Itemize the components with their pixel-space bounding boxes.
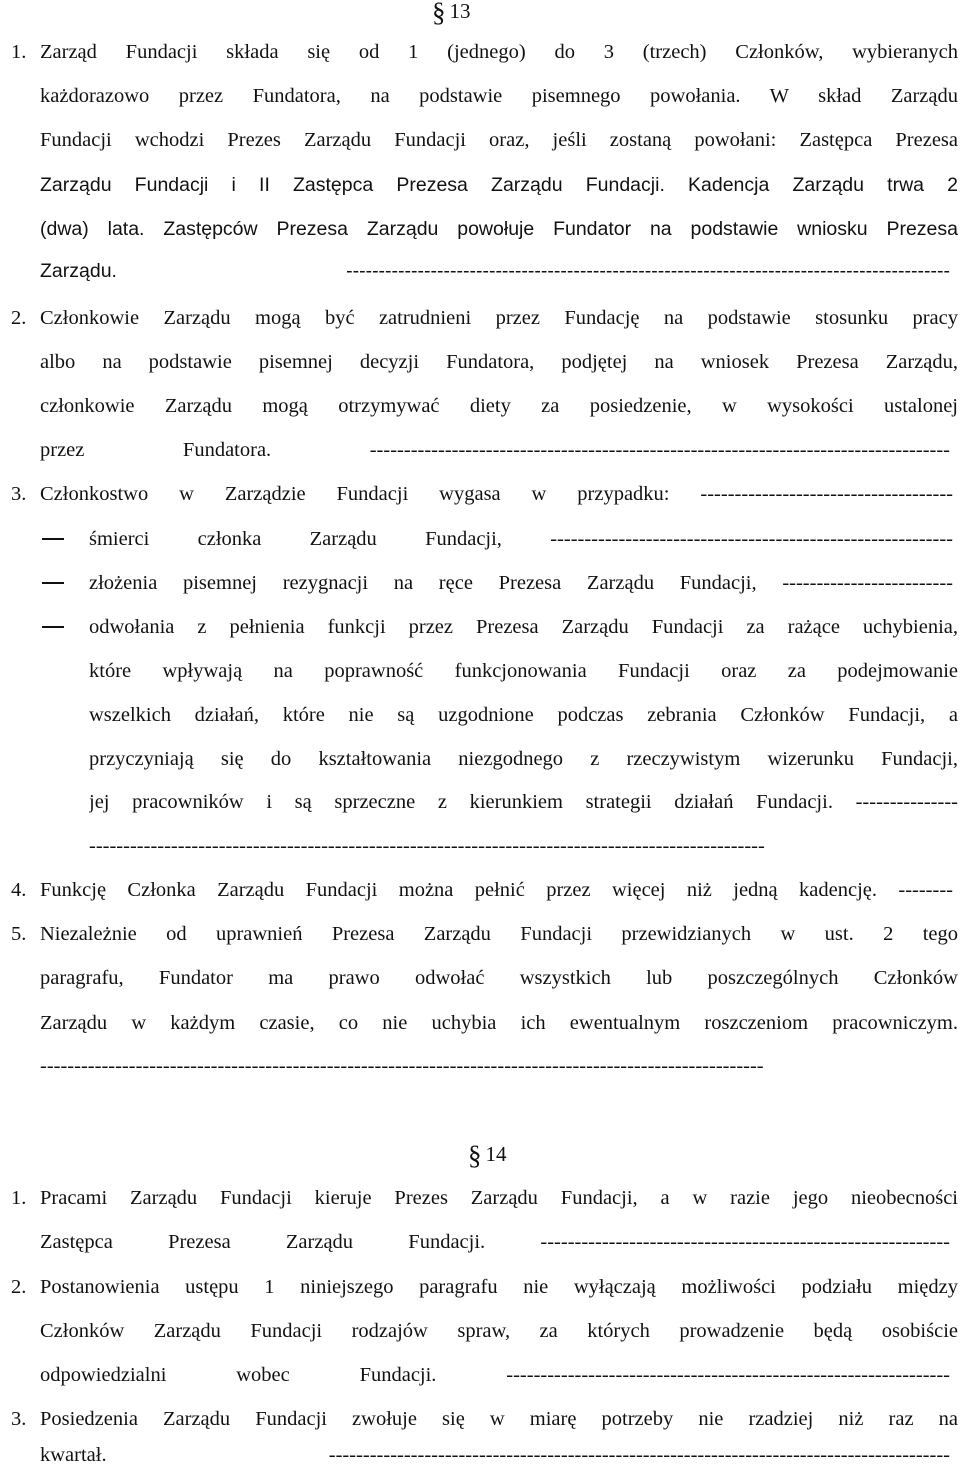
paragraph-line xyxy=(0,826,960,866)
paragraph-line xyxy=(0,32,960,72)
item-number: 1. xyxy=(11,41,27,63)
paragraph-line xyxy=(0,165,960,205)
line-text: Pracami Zarządu Fundacji kieruje Prezes Zarządu Fundacji, a w razie jego nieobecności xyxy=(40,1187,958,1209)
line-text: Członkostwo w Zarządzie Fundacji wygasa w przypadku: ------------------------------------- xyxy=(40,483,953,505)
paragraph-line xyxy=(0,1355,960,1395)
paragraph-line xyxy=(0,298,960,338)
line-text: Zarządu. --------------------------------------------------------------------------------------------- xyxy=(40,260,950,282)
paragraph-line xyxy=(0,474,960,514)
item-number: 2. xyxy=(11,307,27,329)
dash-bullet-icon xyxy=(42,626,64,628)
line-text: Fundacji wchodzi Prezes Zarządu Fundacji oraz, jeśli zostaną powołani: Zastępca Prezesa xyxy=(40,129,958,151)
paragraph-line xyxy=(0,1435,960,1475)
paragraph-line xyxy=(0,209,960,249)
section-number: 13 xyxy=(449,0,471,23)
paragraph-line xyxy=(0,1311,960,1351)
paragraph-line xyxy=(0,1046,960,1086)
item-number: 4. xyxy=(11,879,27,901)
paragraph-line xyxy=(0,120,960,160)
line-text: albo na podstawie pisemnej decyzji Fundatora, podjętej na wniosek Prezesa Zarządu, xyxy=(40,351,958,373)
item-number: 1. xyxy=(11,1187,27,1209)
section-number: 14 xyxy=(485,1142,507,1166)
line-text: paragrafu, Fundator ma prawo odwołać wszystkich lub poszczególnych Członków xyxy=(40,967,958,989)
line-text: które wpływają na poprawność funkcjonowania Fundacji oraz za podejmowanie xyxy=(89,660,958,682)
paragraph-line xyxy=(0,1003,960,1043)
paragraph-line xyxy=(0,1399,960,1439)
paragraph-line xyxy=(0,76,960,116)
paragraph-line xyxy=(0,1222,960,1262)
line-text: --------------------------------------------------------------------------------------------------- xyxy=(89,835,765,857)
dash-bullet-icon xyxy=(42,582,64,584)
paragraph-line xyxy=(0,695,960,735)
paragraph-line xyxy=(0,1267,960,1307)
paragraph-line xyxy=(0,251,960,291)
line-text: jej pracowników i są sprzeczne z kierunkiem strategii działań Fundacji. --------------- xyxy=(89,791,958,813)
paragraph-line xyxy=(0,782,960,822)
line-text: odwołania z pełnienia funkcji przez Prezesa Zarządu Fundacji za rażące uchybienia, xyxy=(89,616,958,638)
line-text: Postanowienia ustępu 1 niniejszego paragrafu nie wyłączają możliwości podziału między xyxy=(40,1276,958,1298)
paragraph-line xyxy=(0,386,960,426)
dash-bullet-icon xyxy=(42,538,64,540)
paragraph-line xyxy=(0,914,960,954)
line-text: Zarządu Fundacji i II Zastępca Prezesa Zarządu Fundacji. Kadencja Zarządu trwa 2 xyxy=(40,174,958,196)
paragraph-line xyxy=(0,739,960,779)
line-text: Zastępca Prezesa Zarządu Fundacji. ------------------------------------------------------------ xyxy=(40,1231,950,1253)
line-text: Członkowie Zarządu mogą być zatrudnieni przez Fundację na podstawie stosunku pracy xyxy=(40,307,958,329)
line-text: Funkcję Członka Zarządu Fundacji można pełnić przez więcej niż jedną kadencję. -------- xyxy=(40,879,953,901)
line-text: (dwa) lata. Zastępców Prezesa Zarządu powołuje Fundator na podstawie wniosku Prezesa xyxy=(40,218,958,240)
list-item xyxy=(0,519,960,559)
line-text: odpowiedzialni wobec Fundacji. ----------------------------------------------------------------- xyxy=(40,1364,950,1386)
line-text: Zarządu w każdym czasie, co nie uchybia ich ewentualnym roszczeniom pracowniczym. xyxy=(40,1012,958,1034)
paragraph-line xyxy=(0,870,960,910)
paragraph-line xyxy=(0,958,960,998)
item-number: 2. xyxy=(11,1276,27,1298)
line-text: ---------------------------------------------------------------------------------------------------------- xyxy=(40,1055,764,1077)
line-text: Członków Zarządu Fundacji rodzajów spraw, za których prowadzenie będą osobiście xyxy=(40,1320,958,1342)
line-text: złożenia pisemnej rezygnacji na ręce Prezesa Zarządu Fundacji, ------------------------- xyxy=(89,572,953,594)
section-symbol: § xyxy=(468,1140,482,1170)
line-text: przez Fundatora. ------------------------------------------------------------------------------------- xyxy=(40,439,950,461)
item-number: 5. xyxy=(11,923,27,945)
line-text: każdorazowo przez Fundatora, na podstawie pisemnego powołania. W skład Zarządu xyxy=(40,85,958,107)
item-number: 3. xyxy=(11,483,27,505)
section-14-heading xyxy=(468,1139,507,1170)
line-text: przyczyniają się do kształtowania niezgodnego z rzeczywistym wizerunku Fundacji, xyxy=(89,748,958,770)
line-text: kwartał. ------------------------------------------------------------------------------------------- xyxy=(40,1444,950,1466)
item-number: 3. xyxy=(11,1408,27,1430)
line-text: Posiedzenia Zarządu Fundacji zwołuje się w miarę potrzeby nie rzadziej niż raz na xyxy=(40,1408,958,1430)
line-text: śmierci członka Zarządu Fundacji, ----------------------------------------------------------- xyxy=(89,528,953,550)
line-text: Niezależnie od uprawnień Prezesa Zarządu Fundacji przewidzianych w ust. 2 tego xyxy=(40,923,958,945)
paragraph-line xyxy=(0,430,960,470)
list-item xyxy=(0,563,960,603)
section-symbol: § xyxy=(432,0,446,27)
section-13-heading xyxy=(432,0,471,27)
line-text: członkowie Zarządu mogą otrzymywać diety za posiedzenie, w wysokości ustalonej xyxy=(40,395,958,417)
paragraph-line xyxy=(0,651,960,691)
line-text: wszelkich działań, które nie są uzgodnione podczas zebrania Członków Fundacji, a xyxy=(89,704,958,726)
paragraph-line xyxy=(0,1178,960,1218)
paragraph-line xyxy=(0,342,960,382)
list-item xyxy=(0,607,960,647)
line-text: Zarząd Fundacji składa się od 1 (jednego) do 3 (trzech) Członków, wybieranych xyxy=(40,41,958,63)
